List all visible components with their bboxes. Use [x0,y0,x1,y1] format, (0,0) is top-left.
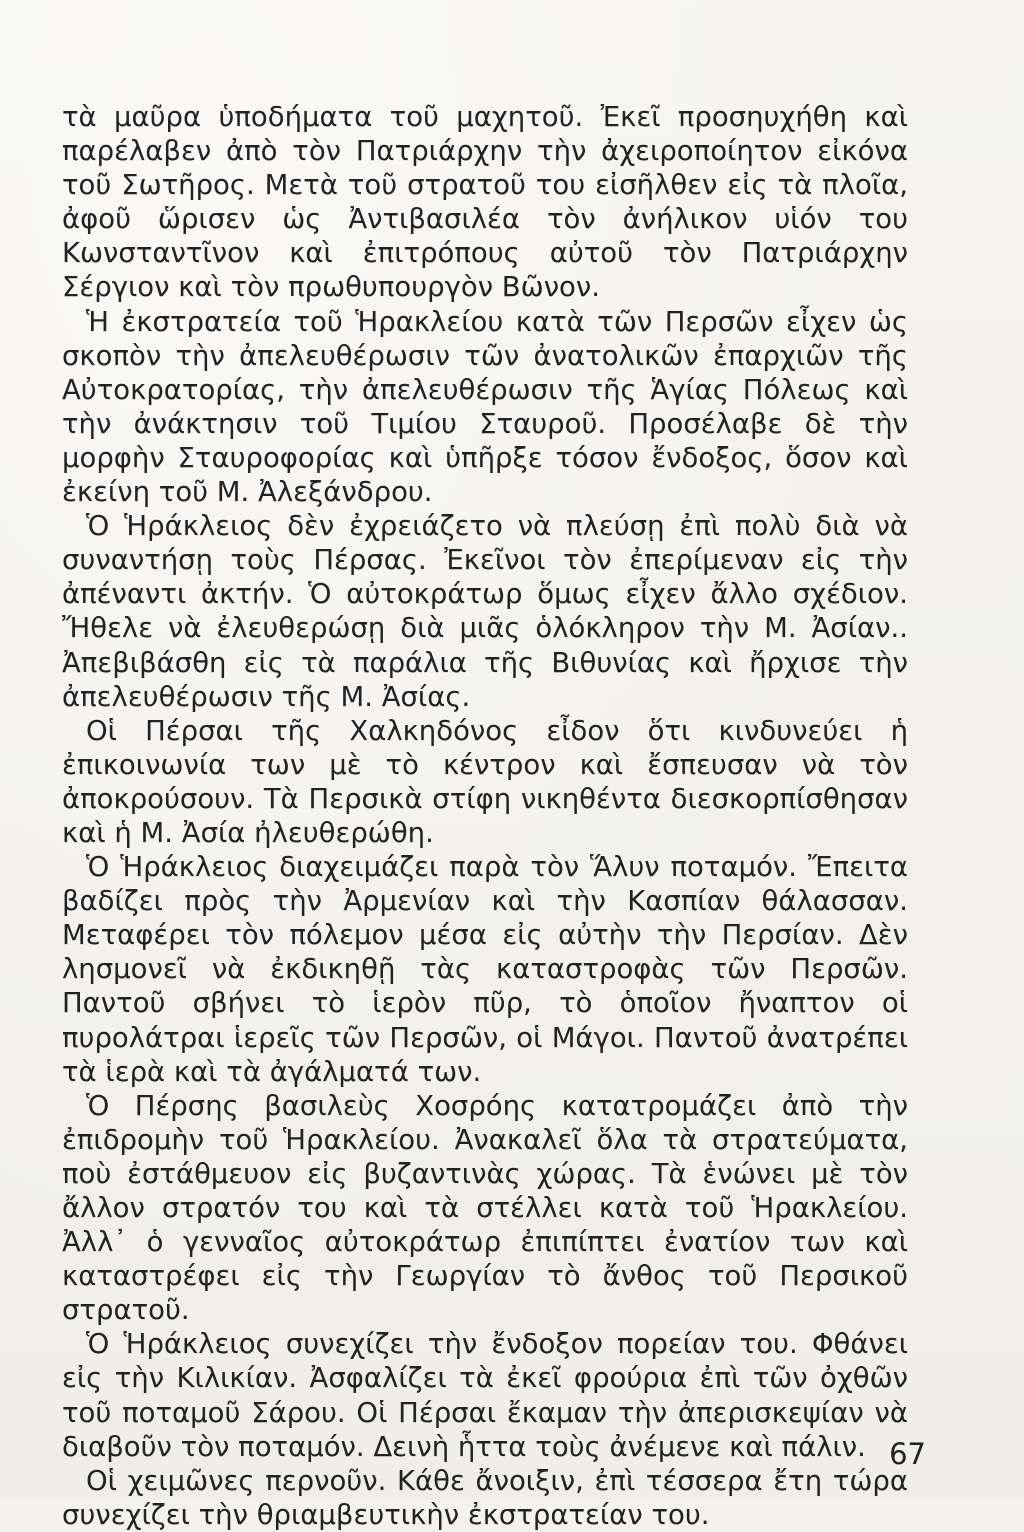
paragraph: Ἡ ἐκστρατεία τοῦ Ἡρακλείου κατὰ τῶν Περσῶν εἶχεν ὡς σκοπὸν τὴν ἀπελευθέρωσιν τῶν ἀνατολικῶν ἐπαρχιῶν τῆς Αὐτοκρατορίας, τὴν ἀπελευθέρωσιν τῆς Ἁγίας Πόλεως καὶ τὴν ἀνάκτησιν τοῦ Τιμίου Σταυροῦ. Προσέλαβε δὲ τὴν μορφὴν Σταυροφορίας καὶ ὑπῆρξε τόσον ἔνδοξος, ὅσον καὶ ἐκείνη τοῦ Μ. Ἀλεξάνδρου. [62,305,908,509]
paragraph: Ὁ Ἡράκλειος διαχειμάζει παρὰ τὸν Ἅλυν ποταμόν. Ἔπειτα βαδίζει πρὸς τὴν Ἀρμενίαν καὶ τὴν Κασπίαν θάλασσαν. Μεταφέρει τὸν πόλεμον μέσα εἰς αὐτὴν τὴν Περσίαν. Δὲν λησμονεῖ νὰ ἐκδικηθῇ τὰς καταστροφὰς τῶν Περσῶν. Παντοῦ σβήνει τὸ ἱερὸν πῦρ, τὸ ὁποῖον ἤναπτον οἱ πυρολάτραι ἱερεῖς τῶν Περσῶν, οἱ Μάγοι. Παντοῦ ἀνατρέπει τὰ ἱερὰ καὶ τὰ ἀγάλματά των. [62,851,908,1088]
paragraph: Ὁ Πέρσης βασιλεὺς Χοσρόης κατατρομάζει ἀπὸ τὴν ἐπιδρομὴν τοῦ Ἡρακλείου. Ἀνακαλεῖ ὅλα τὰ στρατεύματα, ποὺ ἐστάθμευον εἰς βυζαντινὰς χώρας. Τὰ ἑνώνει μὲ τὸν ἄλλον στρατόν του καὶ τὰ στέλλει κατὰ τοῦ Ἡρακλείου. Ἀλλ᾽ ὁ γενναῖος αὐτοκράτωρ ἐπιπίπτει ἐνατίον των καὶ καταστρέφει εἰς τὴν Γεωργίαν τὸ ἄνθος τοῦ Περσικοῦ στρατοῦ. [62,1089,908,1327]
paragraph: Οἱ χειμῶνες περνοῦν. Κάθε ἄνοιξιν, ἐπὶ τέσσερα ἔτη τώρα συνεχίζει τὴν θριαμβευτικὴν ἐκστρατείαν του. [62,1464,908,1531]
paragraph: Οἱ Πέρσαι τῆς Χαλκηδόνος εἶδον ὅτι κινδυνεύει ἡ ἐπικοινωνία των μὲ τὸ κέντρον καὶ ἔσπευσαν νὰ τὸν ἀποκρούσουν. Τὰ Περσικὰ στίφη νικηθέντα διεσκορπίσθησαν καὶ ἡ Μ. Ἀσία ἠλευθερώθη. [62,714,908,849]
paragraph: τὰ μαῦρα ὑποδήματα τοῦ μαχητοῦ. Ἐκεῖ προσηυχήθη καὶ παρέλαβεν ἀπὸ τὸν Πατριάρχην τὴν ἀχειροποίητον εἰκόνα τοῦ Σωτῆρος. Μετὰ τοῦ στρατοῦ του εἰσῆλθεν εἰς τὰ πλοῖα, ἀφοῦ ὥρισεν ὡς Ἀντιβασιλέα τὸν ἀνήλικον υἱόν του Κωνσταντῖνον καὶ ἐπιτρόπους αὐτοῦ τὸν Πατριάρχην Σέργιον καὶ τὸν πρωθυπουργὸν Βῶνον. [62,101,908,304]
page-number: 67 [889,1437,926,1471]
paragraph: Ὁ Ἡράκλειος δὲν ἐχρειάζετο νὰ πλεύσῃ ἐπὶ πολὺ διὰ νὰ συναντήσῃ τοὺς Πέρσας. Ἐκεῖνοι τὸν ἐπερίμεναν εἰς τὴν ἀπέναντι ἀκτήν. Ὁ αὐτοκράτωρ ὅμως εἶχεν ἄλλο σχέδιον. Ἤθελε νὰ ἐλευθερώσῃ διὰ μιᾶς ὁλόκληρον τὴν Μ. Ἀσίαν.. Ἀπεβιβάσθη εἰς τὰ παράλια τῆς Βιθυνίας καὶ ἤρχισε τὴν ἀπελευθέρωσιν τῆς Μ. Ἀσίας. [62,510,908,713]
main-text [62,100,908,1532]
paragraph: Ὁ Ἡράκλειος συνεχίζει τὴν ἔνδοξον πορείαν του. Φθάνει εἰς τὴν Κιλικίαν. Ἀσφαλίζει τὰ ἐκεῖ φρούρια ἐπὶ τῶν ὀχθῶν τοῦ ποταμοῦ Σάρου. Οἱ Πέρσαι ἔκαμαν τὴν ἀπερισκεψίαν νὰ διαβοῦν τὸν ποταμόν. Δεινὴ ἧττα τοὺς ἀνέμενε καὶ πάλιν. [62,1328,908,1463]
